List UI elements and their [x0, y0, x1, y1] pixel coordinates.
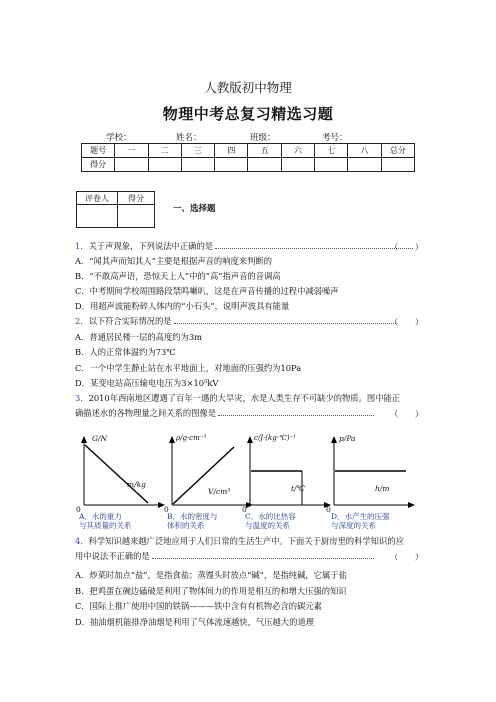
question-3-stem-line2: 确描述水的各物理量之间关系的图像是	[75, 408, 376, 419]
option: A．“闻其声而知其人”主要是根据声音的响度来判断的	[75, 256, 273, 266]
question-4-stem-line2: 用中说法不正确的是	[75, 551, 376, 562]
graph-c-xlabel: t/℃	[291, 484, 305, 493]
option: B．“不敢高声语，恐惊天上人”中的“高”指声音的音调高	[75, 271, 281, 281]
question-1-stem: 1．关于声现象，下列说法中正确的是	[75, 241, 415, 252]
leader-dots	[215, 241, 413, 249]
answer-parentheses: （ ）	[390, 242, 424, 252]
question-number: 3．	[75, 393, 89, 403]
score-table	[81, 143, 415, 172]
leader-dots	[174, 316, 396, 324]
option: A．普通居民楼一层的高度约为3m	[75, 332, 202, 342]
name-label: 姓名：	[176, 133, 202, 143]
graph-c-ylabel: c/J·(kg·℃)⁻¹	[254, 434, 297, 442]
score-cell: 五	[248, 144, 281, 158]
question-3-stem: 3．2010年西南地区遭遇了百年一遇的大旱灾，水是人类生存不可缺少的物质。图中能正	[75, 393, 401, 403]
y-axis-arrow	[81, 436, 87, 443]
reviewer-score-entry	[118, 205, 155, 228]
score-entry	[215, 158, 248, 172]
option: B．把鸡蛋在碗边磕破是利用了物体间力的作用是相互的和增大压强的知识	[75, 586, 347, 596]
answer-parentheses: （ ）	[390, 317, 424, 327]
score-entry	[315, 158, 348, 172]
answer-parentheses: （ ）	[390, 552, 424, 562]
graph-b-xlabel: V/cm³	[208, 487, 231, 496]
option: A．炒菜时加点“盐”，是指食盐；蒸馒头时放点“碱”，是指纯碱，它属于盐	[75, 570, 347, 580]
page-subtitle: 人教版初中物理	[204, 80, 292, 95]
option: B．人的正常体温约为73℃	[75, 347, 176, 357]
score-cell: 三	[181, 144, 214, 158]
y-axis-arrow	[169, 436, 175, 443]
question-number: 4．	[75, 536, 89, 546]
reviewer-score-label: 得分	[118, 192, 155, 205]
question-number: 2．	[75, 316, 89, 326]
score-cell: 七	[315, 144, 348, 158]
score-table-header-row	[82, 144, 415, 158]
leader-dots	[152, 551, 374, 559]
graph-a-origin: 0	[76, 505, 81, 514]
option: D．用超声波能粉碎人体内的“小石头”，说明声波具有能量	[75, 301, 290, 311]
score-entry	[348, 158, 381, 172]
option: C．一个中学生静止站在水平地面上，对地面的压强约为10Pa	[75, 363, 302, 373]
reviewer-entry	[77, 205, 118, 228]
exam-number-label: 考号：	[322, 133, 348, 143]
score-entry	[281, 158, 314, 172]
score-entry	[381, 158, 414, 172]
score-cell: 四	[215, 144, 248, 158]
option: D．某变电站高压输电电压为3×10⁵kV	[75, 378, 219, 388]
graph-b-origin: 0	[164, 505, 169, 514]
graph-d-ylabel: p/Pa	[339, 434, 356, 443]
graph-d-origin: 0	[326, 505, 331, 514]
graph-a-ylabel: G/N	[92, 434, 108, 443]
school-label: 学校：	[106, 133, 132, 143]
score-cell: 题号	[82, 144, 115, 158]
graph-line	[85, 445, 148, 503]
graph-b-caption: B．水的密度与 体积的关系	[167, 512, 218, 530]
y-axis-arrow	[247, 436, 253, 443]
score-entry	[248, 158, 281, 172]
page-title: 物理中考总复习精选习题	[162, 105, 334, 123]
answer-parentheses: （ ）	[390, 409, 424, 419]
leader-dots	[218, 408, 374, 416]
score-cell: 六	[281, 144, 314, 158]
score-entry	[148, 158, 181, 172]
question-2-stem: 2．以下符合实际情况的是	[75, 316, 398, 327]
graph-b-ylabel: ρ/g·cm⁻³	[176, 434, 207, 442]
reviewer-table	[76, 191, 155, 228]
option: C．中考期间学校周围路段禁鸣喇叭，这是在声音传播的过程中减弱噪声	[75, 286, 339, 296]
score-entry	[181, 158, 214, 172]
option: C．国际上推广使用中国的铁锅———铁中含有有机物必含的碳元素	[75, 601, 322, 611]
score-table-score-row	[82, 158, 415, 172]
x-axis-arrow	[408, 502, 415, 508]
graph-c-origin: 0	[242, 505, 247, 514]
graph-a-caption: A．水的重力 与其质量的关系	[79, 512, 132, 530]
score-cell: 总分	[381, 144, 414, 158]
score-cell: 二	[148, 144, 181, 158]
class-label: 班级：	[250, 133, 276, 143]
score-cell: 一	[115, 144, 148, 158]
question-number: 1．	[75, 241, 89, 251]
section-title: 一、选择题	[173, 204, 216, 214]
option: D．抽油烟机能排净油烟是利用了气体流速越快，气压越大的道理	[75, 617, 314, 627]
reviewer-label: 评卷人	[77, 192, 118, 205]
score-entry	[115, 158, 148, 172]
graph-c-caption: C．水的比热容 与温度的关系	[245, 512, 296, 530]
score-cell: 得分	[82, 158, 115, 172]
y-axis-arrow	[331, 436, 337, 443]
graph-a-xlabel: m/kg	[127, 480, 146, 489]
question-4-stem: 4．科学知识越来越广泛地应用于人们日常的生活生产中。下面关于厨房里的科学知识的应	[75, 536, 404, 546]
score-cell: 八	[348, 144, 381, 158]
graph-d-caption: D．水产生的压强 与深度的关系	[331, 512, 390, 530]
graph-d-xlabel: h/m	[375, 484, 390, 493]
